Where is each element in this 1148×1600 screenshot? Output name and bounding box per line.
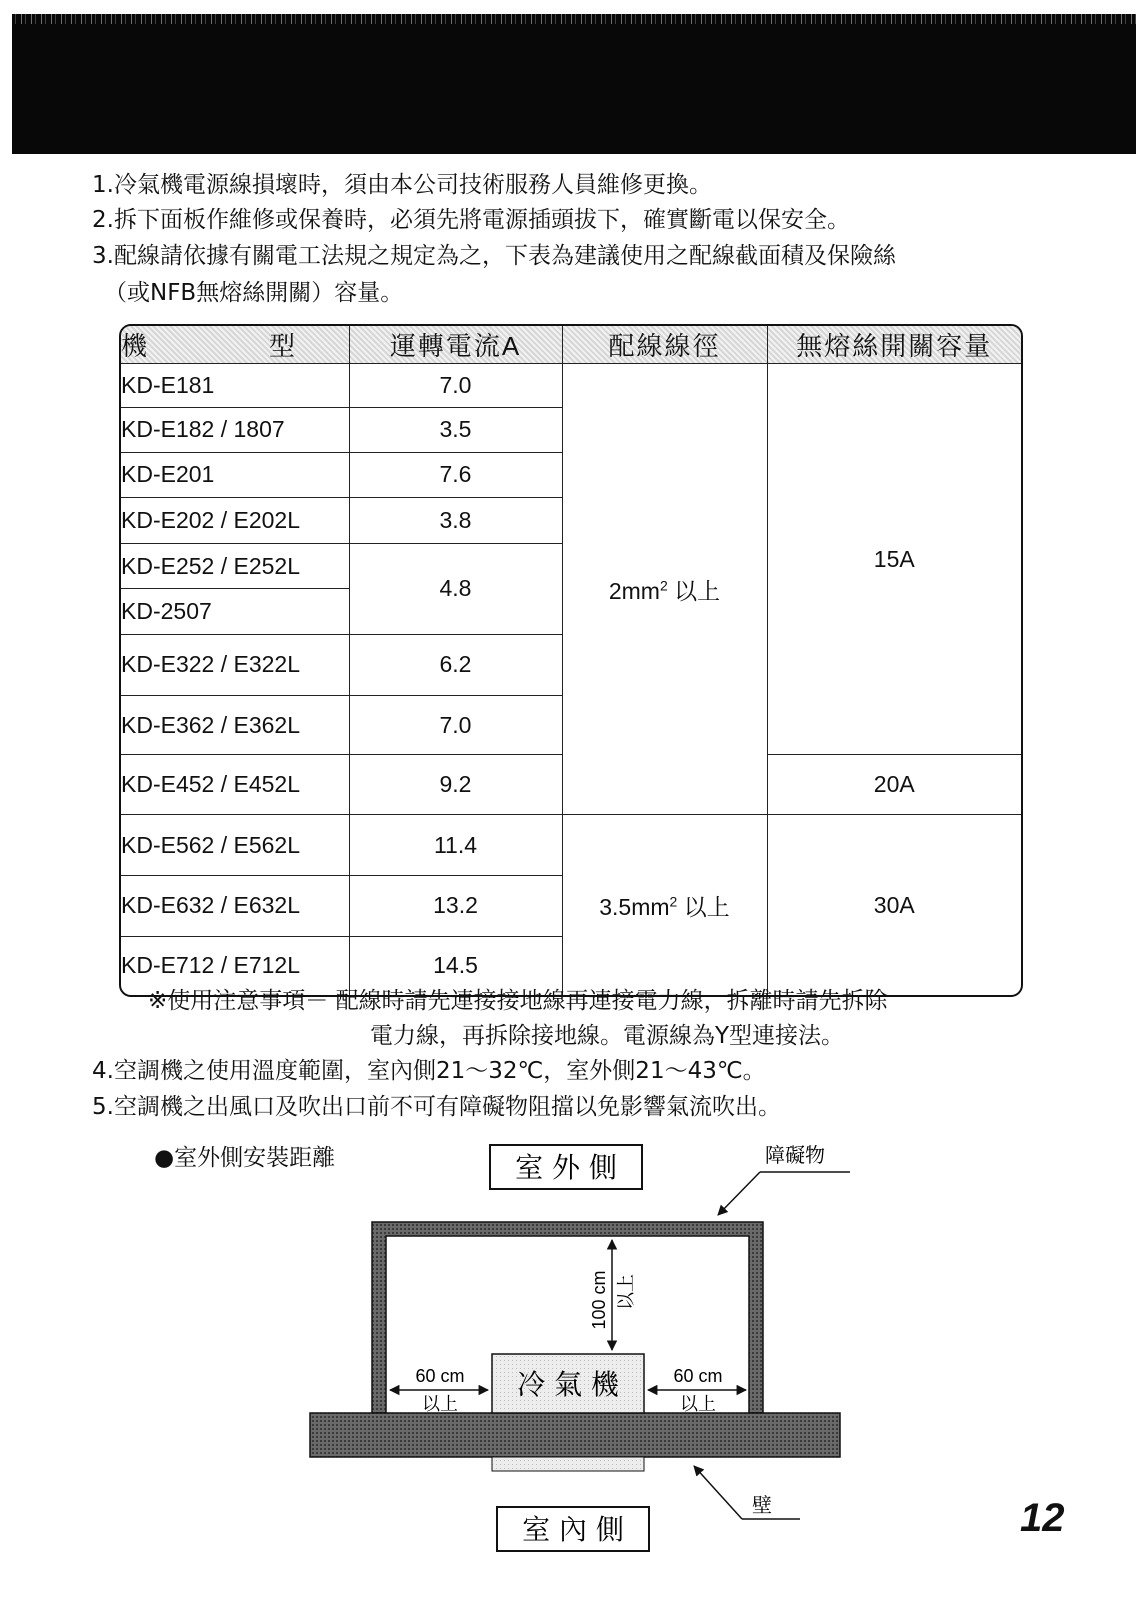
current-cell: 3.8 xyxy=(349,498,562,544)
indoor-label: 室 內 側 xyxy=(522,1513,624,1546)
top-above-label: 以上 xyxy=(616,1274,637,1310)
outdoor-label: 室 外 側 xyxy=(515,1151,617,1184)
model-cell: KD-E181 xyxy=(121,364,349,408)
header-current: 運轉電流A xyxy=(349,326,562,364)
ac-unit-label: 冷 氣 機 xyxy=(517,1368,619,1401)
model-cell: KD-E452 / E452L xyxy=(121,755,349,815)
note-3-line2: （或NFB無熔絲開關）容量。 xyxy=(104,280,404,306)
current-cell: 7.0 xyxy=(349,695,562,755)
top-distance-label: 100 cm xyxy=(589,1270,609,1330)
note-3-line1: 3.配線請依據有關電工法規之規定為之，下表為建議使用之配線截面積及保險絲 xyxy=(92,243,896,269)
current-cell: 9.2 xyxy=(349,755,562,815)
section-title: ●室外側安裝距離 xyxy=(154,1145,336,1171)
wall-label: 壁 xyxy=(752,1493,772,1517)
breaker-cell-c: 30A xyxy=(767,815,1021,995)
wire-gauge-cell-b: $3.5mm^2$ 以上 xyxy=(562,815,767,995)
note-4: 4.空調機之使用溫度範圍，室內側21～32℃，室外側21～43℃。 xyxy=(92,1058,766,1084)
obstacle-leader xyxy=(718,1172,760,1215)
caution-line-2: 電力線，再拆除接地線。電源線為Y型連接法。 xyxy=(370,1023,845,1049)
model-cell: KD-E362 / E362L xyxy=(121,695,349,755)
obstacle-label: 障礙物 xyxy=(765,1143,825,1167)
model-cell: KD-E322 / E322L xyxy=(121,634,349,695)
wire-gauge-cell-a: $2mm^2$ 以上 xyxy=(562,364,767,815)
wall-slab xyxy=(310,1413,840,1457)
right-distance-label: 60 cm xyxy=(673,1366,723,1386)
breaker-cell-a: 15A xyxy=(767,364,1021,755)
caution-line-1: ※使用注意事項－ 配線時請先連接接地線再連接電力線，拆離時請先拆除 xyxy=(148,988,888,1014)
note-5: 5.空調機之出風口及吹出口前不可有障礙物阻擋以免影響氣流吹出。 xyxy=(92,1094,781,1120)
current-cell: 4.8 xyxy=(349,543,562,634)
current-cell: 14.5 xyxy=(349,936,562,995)
note-1: 1.冷氣機電源線損壞時，須由本公司技術服務人員維修更換。 xyxy=(92,172,712,198)
model-cell: KD-2507 xyxy=(121,589,349,635)
current-cell: 3.5 xyxy=(349,408,562,453)
current-cell: 13.2 xyxy=(349,875,562,936)
left-distance-label: 60 cm xyxy=(415,1366,465,1386)
current-cell: 7.6 xyxy=(349,452,562,498)
header-breaker: 無熔絲開關容量 xyxy=(767,326,1021,364)
model-cell: KD-E252 / E252L xyxy=(121,543,349,589)
model-cell: KD-E632 / E632L xyxy=(121,875,349,936)
right-above-label: 以上 xyxy=(680,1394,716,1415)
model-cell: KD-E562 / E562L xyxy=(121,815,349,876)
model-cell: KD-E201 xyxy=(121,452,349,498)
header-wire: 配線線徑 xyxy=(562,326,767,364)
current-cell: 6.2 xyxy=(349,634,562,695)
left-above-label: 以上 xyxy=(422,1394,458,1415)
note-2: 2.拆下面板作維修或保養時，必須先將電源插頭拔下，確實斷電以保安全。 xyxy=(92,207,850,233)
current-cell: 7.0 xyxy=(349,364,562,408)
ac-unit-wall-sleeve xyxy=(492,1457,644,1471)
model-cell: KD-E202 / E202L xyxy=(121,498,349,544)
model-cell: KD-E182 / 1807 xyxy=(121,408,349,453)
wall-leader xyxy=(694,1466,742,1519)
current-cell: 11.4 xyxy=(349,815,562,876)
model-cell: KD-E712 / E712L xyxy=(121,936,349,995)
page-number: 12 xyxy=(1020,1496,1065,1540)
header-model: 機 型 xyxy=(121,326,349,364)
breaker-cell-b: 20A xyxy=(767,755,1021,815)
